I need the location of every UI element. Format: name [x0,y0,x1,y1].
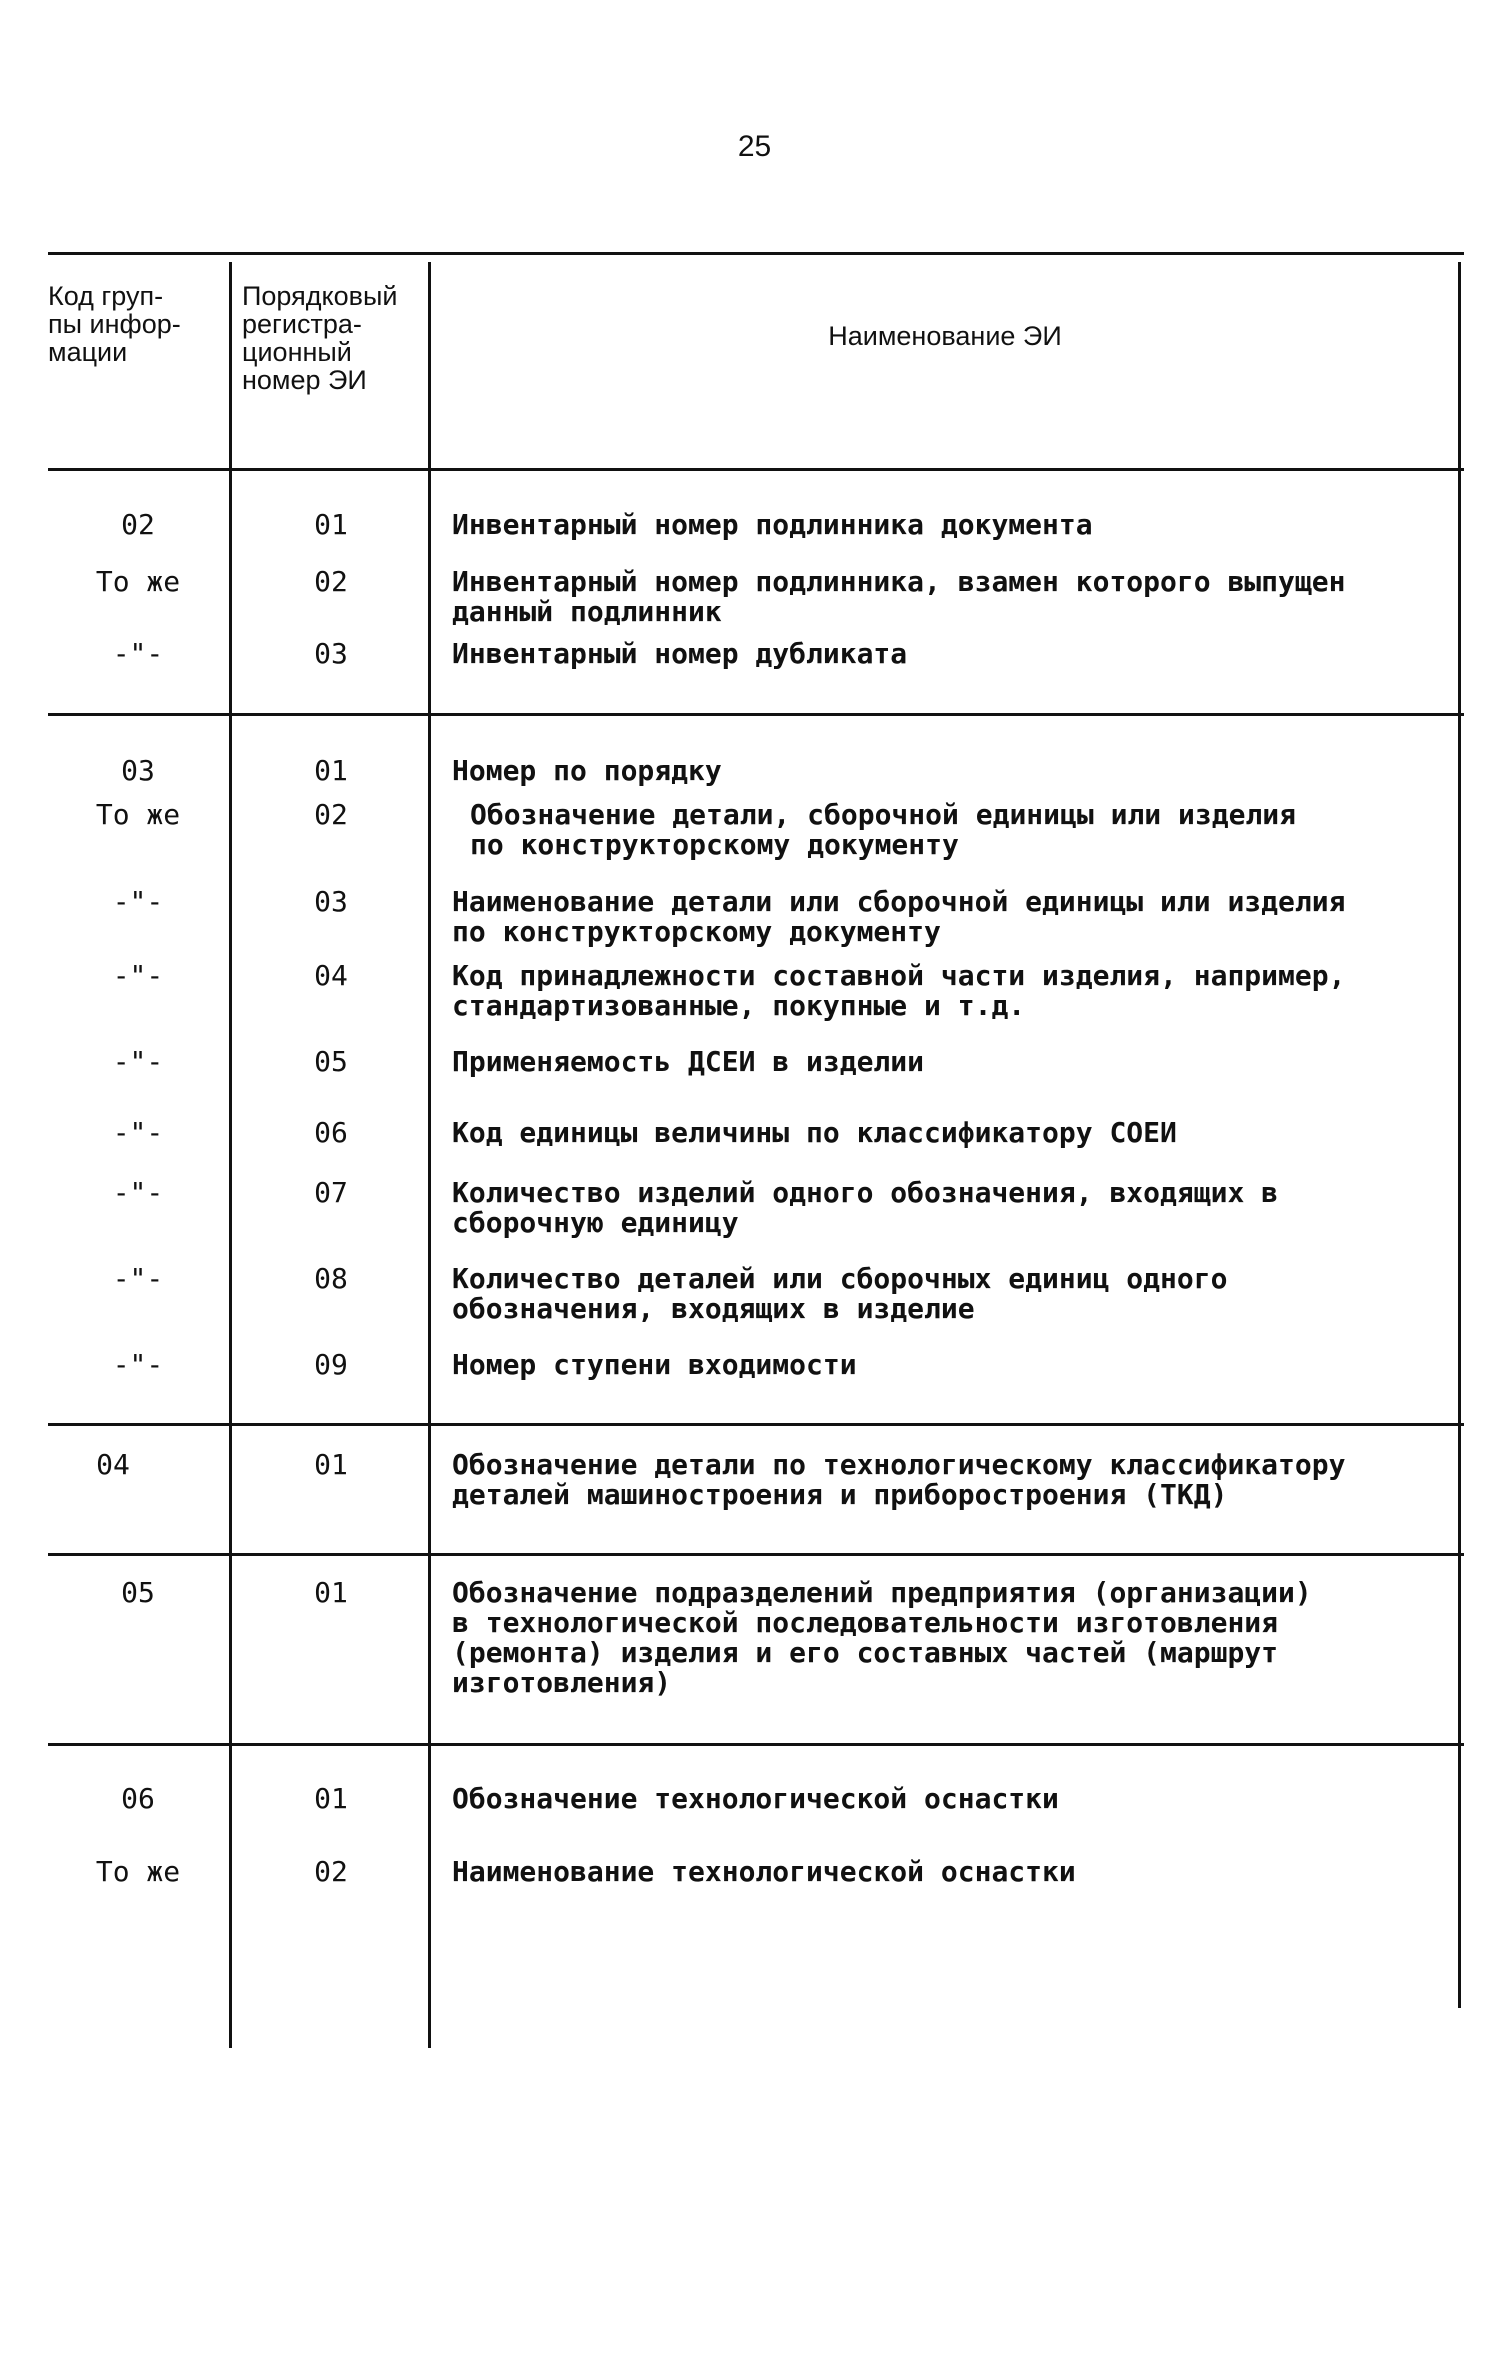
row-number: 01 [314,1576,348,1609]
row-number: 02 [314,565,348,598]
row-group-code: -"- [112,1262,164,1295]
row-name: Наименование технологической оснастки [452,1855,1076,1888]
row-number: 01 [314,754,348,787]
column-divider [229,262,232,2048]
row-number: 02 [314,1855,348,1888]
row-group-code: -"- [112,959,164,992]
row-name: Номер по порядку [452,754,722,787]
group-divider [48,1423,1464,1426]
row-name: Номер ступени входимости [452,1348,857,1381]
row-number: 08 [314,1262,348,1295]
group-divider [48,1553,1464,1556]
row-number: 06 [314,1116,348,1149]
table-right-border [1458,262,1461,2008]
row-group-code: -"- [112,1176,164,1209]
row-name: Количество деталей или сборочных единиц одного обозначения, входящих в изделие [452,1262,1228,1325]
row-name: Инвентарный номер подлинника, взамен которого выпущен данный подлинник [452,565,1346,628]
row-number: 03 [314,885,348,918]
row-group-code: -"- [112,1116,164,1149]
row-number: 02 [314,798,348,831]
row-group-code: 04 [96,1448,130,1481]
row-number: 01 [314,1448,348,1481]
row-name: Код принадлежности составной части изделия, например, стандартизованные, покупные и т.д. [452,959,1346,1022]
row-number: 01 [314,1782,348,1815]
row-group-code: -"- [112,1045,164,1078]
group-divider [48,1743,1464,1746]
row-number: 09 [314,1348,348,1381]
row-number: 07 [314,1176,348,1209]
row-number: 05 [314,1045,348,1078]
row-group-code: То же [95,798,181,831]
column-divider [428,262,431,2048]
header-group-code: Код груп- пы инфор- мации [48,281,181,367]
row-name: Наименование детали или сборочной единицы или изделия по конструкторскому документу [452,885,1346,948]
row-group-code: То же [95,1855,181,1888]
row-group-code: 05 [121,1576,155,1609]
page-number: 25 [737,130,772,163]
row-name: Применяемость ДСЕИ в изделии [452,1045,925,1078]
row-group-code: 03 [121,754,155,787]
header-element-name: Наименование ЭИ [828,321,1062,351]
row-name: Инвентарный номер подлинника документа [452,508,1093,541]
row-group-code: -"- [112,1348,164,1381]
row-name: Инвентарный номер дубликата [452,637,908,670]
row-number: 03 [314,637,348,670]
row-name: Обозначение детали по технологическому классификатору деталей машиностроения и приборостроения (ТКД) [452,1448,1346,1511]
row-name: Количество изделий одного обозначения, входящих в сборочную единицу [452,1176,1279,1239]
row-name: Обозначение детали, сборочной единицы или изделия по конструкторскому документу [470,798,1297,861]
header-registration-number: Порядковый регистра- ционный номер ЭИ [242,281,398,395]
row-number: 01 [314,508,348,541]
group-divider [48,713,1464,716]
row-group-code: 02 [121,508,155,541]
row-number: 04 [314,959,348,992]
row-group-code: -"- [112,885,164,918]
row-group-code: -"- [112,637,164,670]
row-group-code: 06 [121,1782,155,1815]
row-name: Обозначение подразделений предприятия (организации) в технологической последовательности изготовления (ремонта) изделия и его составных частей (маршрут изготовления) [452,1576,1312,1699]
row-name: Обозначение технологической оснастки [452,1782,1059,1815]
table-top-border [48,252,1464,255]
header-bottom-border [48,468,1464,471]
row-name: Код единицы величины по классификатору СОЕИ [452,1116,1177,1149]
row-group-code: То же [95,565,181,598]
